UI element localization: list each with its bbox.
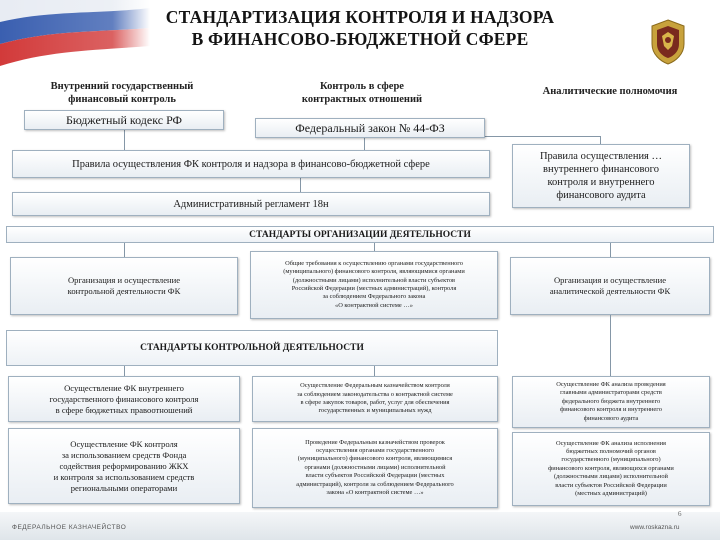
control-inspections-box: Проведение Федеральным казначейством проверок осуществления органами государственного (муниципального) финансового контроля, являющимися органами (должностными лицами) исполнительной власти субъектов Российской Федерации (местных администраций), контроля за соблюдением Федерального закона «О контрактной системе …» bbox=[252, 428, 498, 508]
org-general-requirements-box: Общие требования к осуществлению органами государственного (муниципального) финансового контроля, являющимися органами (должностными лицами) исполнительной власти субъектов Российской Федерации (местных администраций), контроля за соблюдением Федерального закона «О контрактной системе …» bbox=[250, 251, 498, 319]
budget-code-box: Бюджетный кодекс РФ bbox=[24, 110, 224, 130]
rules-analytic-box: Правила осуществления … внутреннего финансового контроля и внутреннего финансового аудита bbox=[512, 144, 690, 208]
control-housing-fund-box: Осуществление ФК контроля за использованием средств Фонда содействия реформированию ЖКХ и контроля за использованием средств региональными операторами bbox=[8, 428, 240, 504]
connector-line bbox=[124, 366, 125, 376]
control-budget-box: Осуществление ФК внутреннего государственного финансового контроля в сфере бюджетных правоотношений bbox=[8, 376, 240, 422]
admin-regulation-box: Административный регламент 18н bbox=[12, 192, 490, 216]
footer-org-name: ФЕДЕРАЛЬНОЕ КАЗНАЧЕЙСТВО bbox=[12, 524, 127, 531]
connector-line bbox=[300, 178, 301, 192]
org-standards-band: СТАНДАРТЫ ОРГАНИЗАЦИИ ДЕЯТЕЛЬНОСТИ bbox=[6, 226, 714, 243]
page-title bbox=[110, 6, 610, 50]
connector-line bbox=[374, 243, 375, 251]
footer-website-link[interactable]: www.roskazna.ru bbox=[630, 524, 680, 531]
connector-line bbox=[610, 243, 611, 257]
column-header-contract-control: Контроль в сфере контрактных отношений bbox=[301, 81, 423, 105]
page-title-line1: СТАНДАРТИЗАЦИЯ КОНТРОЛЯ И НАДЗОРА bbox=[165, 7, 555, 27]
connector-line bbox=[600, 136, 601, 144]
org-fk-analytic-box: Организация и осуществление аналитической деятельности ФК bbox=[510, 257, 710, 315]
column-header-internal-control: Внутренний государственный финансовый контроль bbox=[50, 81, 194, 105]
control-procurement-box: Осуществление Федеральным казначейством контроля за соблюдением законодательства о контрактной системе в сфере закупок товаров, работ, услуг для обеспечения государственных и муниципальных нужд bbox=[252, 376, 498, 422]
connector-line bbox=[610, 315, 611, 376]
connector-line bbox=[124, 243, 125, 257]
analytic-budget-powers-box: Осуществление ФК анализа исполнения бюджетных полномочий органов государственного (муниципального) финансового контроля, являющихся органами (должностными лицами) исполнительной власти субъектов Российской Федерации (местных администраций) bbox=[512, 432, 710, 506]
federal-law-box: Федеральный закон № 44-ФЗ bbox=[255, 118, 485, 138]
treasury-emblem-icon bbox=[648, 18, 688, 66]
connector-line bbox=[364, 136, 365, 150]
page-title-line2: В ФИНАНСОВО-БЮДЖЕТНОЙ СФЕРЕ bbox=[191, 29, 529, 49]
connector-line bbox=[374, 366, 375, 376]
column-header-analytic: Аналитические полномочия bbox=[542, 86, 678, 97]
analytic-audit-box: Осуществление ФК анализа проведения главными администраторами средств федерального бюджета внутреннего финансового контроля и внутреннего финансового аудита bbox=[512, 376, 710, 428]
control-standards-band: СТАНДАРТЫ КОНТРОЛЬНОЙ ДЕЯТЕЛЬНОСТИ bbox=[6, 330, 498, 366]
rules-fk-box: Правила осуществления ФК контроля и надзора в финансово-бюджетной сфере bbox=[12, 150, 490, 178]
org-fk-control-box: Организация и осуществление контрольной деятельности ФК bbox=[10, 257, 238, 315]
connector-line bbox=[124, 130, 125, 150]
page-number: 6 bbox=[678, 510, 682, 518]
